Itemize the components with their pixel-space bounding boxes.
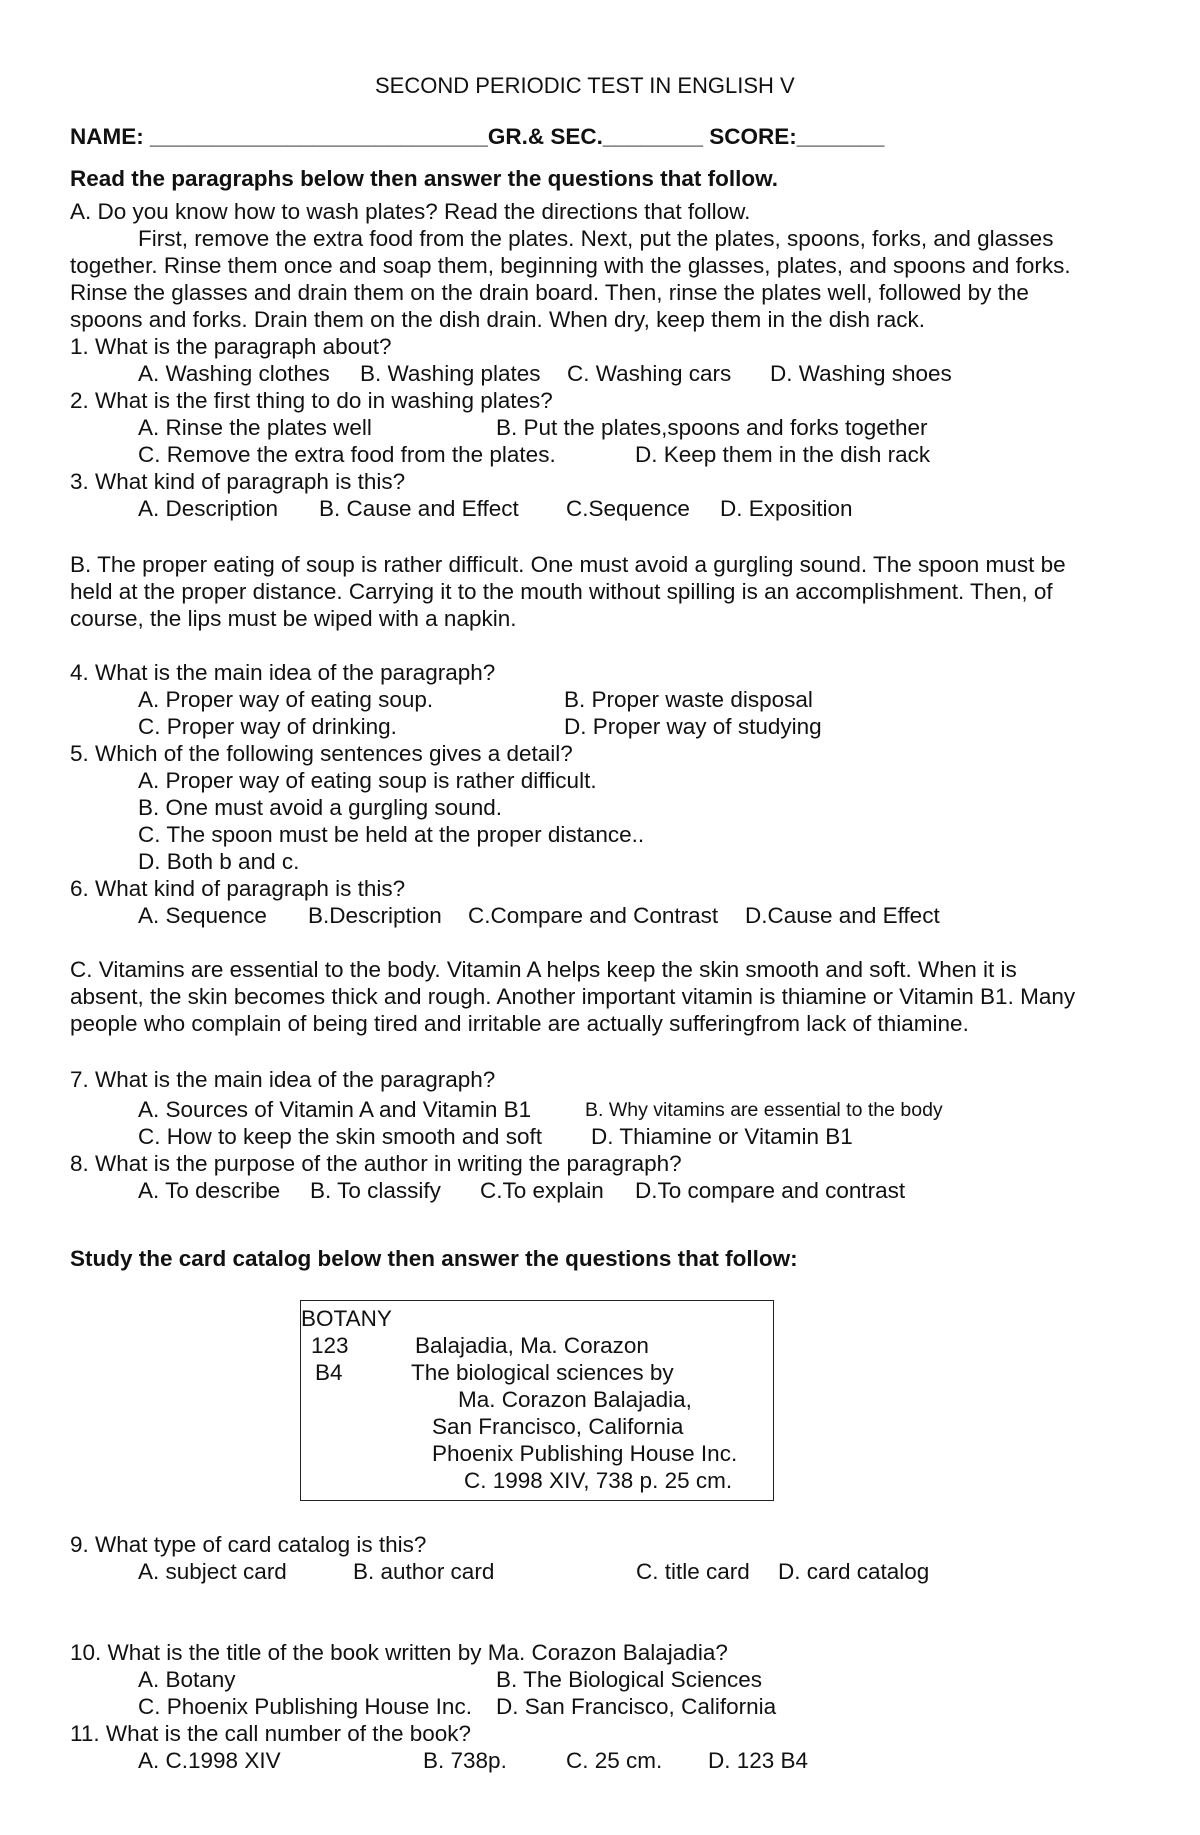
q10-option-d: D. San Francisco, California bbox=[496, 1694, 777, 1719]
question-1: 1. What is the paragraph about? bbox=[70, 334, 392, 359]
question-4: 4. What is the main idea of the paragraph? bbox=[70, 660, 496, 685]
page-title: SECOND PERIODIC TEST IN ENGLISH V bbox=[375, 73, 795, 98]
q3-option-d: D. Exposition bbox=[720, 496, 853, 521]
q5-option-c: C. The spoon must be held at the proper distance.. bbox=[138, 822, 645, 847]
card-call-number-1: 123 bbox=[311, 1333, 349, 1358]
q2-option-d: D. Keep them in the dish rack bbox=[635, 442, 931, 467]
q2-option-b: B. Put the plates,spoons and forks together bbox=[496, 415, 928, 440]
q1-option-c: C. Washing cars bbox=[567, 361, 732, 386]
q2-option-a: A. Rinse the plates well bbox=[138, 415, 372, 440]
card-title: The biological sciences by bbox=[411, 1360, 674, 1385]
section-a-line: First, remove the extra food from the plates. Next, put the plates, spoons, forks, and glasses bbox=[138, 226, 1054, 251]
card-publisher: Phoenix Publishing House Inc. bbox=[432, 1441, 738, 1466]
question-6: 6. What kind of paragraph is this? bbox=[70, 876, 406, 901]
question-8: 8. What is the purpose of the author in writing the paragraph? bbox=[70, 1151, 682, 1176]
question-10: 10. What is the title of the book written by Ma. Corazon Balajadia? bbox=[70, 1640, 728, 1665]
section-a-line: spoons and forks. Drain them on the dish drain. When dry, keep them in the dish rack. bbox=[70, 307, 926, 332]
q4-option-c: C. Proper way of drinking. bbox=[138, 714, 397, 739]
q8-option-b: B. To classify bbox=[310, 1178, 441, 1203]
q3-option-a: A. Description bbox=[138, 496, 279, 521]
instruction-paragraphs: Read the paragraphs below then answer the questions that follow. bbox=[70, 166, 779, 191]
q3-option-b: B. Cause and Effect bbox=[319, 496, 519, 521]
q8-option-a: A. To describe bbox=[138, 1178, 281, 1203]
q7-option-a: A. Sources of Vitamin A and Vitamin B1 bbox=[138, 1097, 532, 1122]
card-details: C. 1998 XIV, 738 p. 25 cm. bbox=[464, 1468, 733, 1493]
card-call-number-2: B4 bbox=[315, 1360, 343, 1385]
question-7: 7. What is the main idea of the paragraph? bbox=[70, 1067, 496, 1092]
q5-option-b: B. One must avoid a gurgling sound. bbox=[138, 795, 502, 820]
q1-option-b: B. Washing plates bbox=[360, 361, 541, 386]
section-b-line: held at the proper distance. Carrying it to the mouth without spilling is an accomplishment. Then, of bbox=[70, 579, 1053, 604]
q6-option-c: C.Compare and Contrast bbox=[468, 903, 719, 928]
q6-option-b: B.Description bbox=[308, 903, 442, 928]
section-b-line: course, the lips must be wiped with a napkin. bbox=[70, 606, 517, 631]
instruction-card-catalog: Study the card catalog below then answer the questions that follow: bbox=[70, 1246, 798, 1271]
section-c-line: absent, the skin becomes thick and rough. Another important vitamin is thiamine or Vitamin B1. Many bbox=[70, 984, 1076, 1009]
q7-option-c: C. How to keep the skin smooth and soft bbox=[138, 1124, 542, 1149]
q11-option-b: B. 738p. bbox=[423, 1748, 507, 1773]
question-5: 5. Which of the following sentences gives a detail? bbox=[70, 741, 573, 766]
q5-option-a: A. Proper way of eating soup is rather difficult. bbox=[138, 768, 597, 793]
q9-option-a: A. subject card bbox=[138, 1559, 287, 1584]
q10-option-c: C. Phoenix Publishing House Inc. bbox=[138, 1694, 472, 1719]
q2-option-c: C. Remove the extra food from the plates. bbox=[138, 442, 556, 467]
q10-option-a: A. Botany bbox=[138, 1667, 236, 1692]
q4-option-d: D. Proper way of studying bbox=[564, 714, 822, 739]
q3-option-c: C.Sequence bbox=[566, 496, 690, 521]
q7-option-d: D. Thiamine or Vitamin B1 bbox=[591, 1124, 853, 1149]
section-c-line: C. Vitamins are essential to the body. Vitamin A helps keep the skin smooth and soft. When it is bbox=[70, 957, 1017, 982]
card-author: Balajadia, Ma. Corazon bbox=[415, 1333, 649, 1358]
q6-option-a: A. Sequence bbox=[138, 903, 267, 928]
q1-option-a: A. Washing clothes bbox=[138, 361, 330, 386]
q5-option-d: D. Both b and c. bbox=[138, 849, 300, 874]
q10-option-b: B. The Biological Sciences bbox=[496, 1667, 762, 1692]
q8-option-c: C.To explain bbox=[480, 1178, 604, 1203]
q9-option-d: D. card catalog bbox=[778, 1559, 930, 1584]
question-11: 11. What is the call number of the book? bbox=[70, 1721, 472, 1746]
q4-option-b: B. Proper waste disposal bbox=[564, 687, 813, 712]
q9-option-c: C. title card bbox=[636, 1559, 750, 1584]
q9-option-b: B. author card bbox=[353, 1559, 495, 1584]
question-3: 3. What kind of paragraph is this? bbox=[70, 469, 406, 494]
card-by: Ma. Corazon Balajadia, bbox=[458, 1387, 692, 1412]
q1-option-d: D. Washing shoes bbox=[770, 361, 952, 386]
q8-option-d: D.To compare and contrast bbox=[635, 1178, 906, 1203]
q6-option-d: D.Cause and Effect bbox=[745, 903, 940, 928]
q11-option-d: D. 123 B4 bbox=[708, 1748, 809, 1773]
q7-option-b: B. Why vitamins are essential to the body bbox=[585, 1099, 943, 1121]
section-a-intro: A. Do you know how to wash plates? Read the directions that follow. bbox=[70, 199, 751, 224]
section-c-line: people who complain of being tired and irritable are actually sufferingfrom lack of thiamine. bbox=[70, 1011, 969, 1036]
q4-option-a: A. Proper way of eating soup. bbox=[138, 687, 434, 712]
section-b-line: B. The proper eating of soup is rather difficult. One must avoid a gurgling sound. The spoon must be bbox=[70, 552, 1066, 577]
card-catalog-box bbox=[300, 1300, 774, 1501]
section-a-line: Rinse the glasses and drain them on the drain board. Then, rinse the plates well, followed by the bbox=[70, 280, 1029, 305]
card-place: San Francisco, California bbox=[432, 1414, 684, 1439]
student-info-line: NAME: ___________________________GR.& SEC.________ SCORE:_______ bbox=[70, 124, 885, 149]
q11-option-a: A. C.1998 XIV bbox=[138, 1748, 281, 1773]
question-9: 9. What type of card catalog is this? bbox=[70, 1532, 427, 1557]
q11-option-c: C. 25 cm. bbox=[566, 1748, 663, 1773]
section-a-line: together. Rinse them once and soap them, beginning with the glasses, plates, and spoons and forks. bbox=[70, 253, 1071, 278]
question-2: 2. What is the first thing to do in washing plates? bbox=[70, 388, 553, 413]
card-subject: BOTANY bbox=[301, 1306, 392, 1331]
